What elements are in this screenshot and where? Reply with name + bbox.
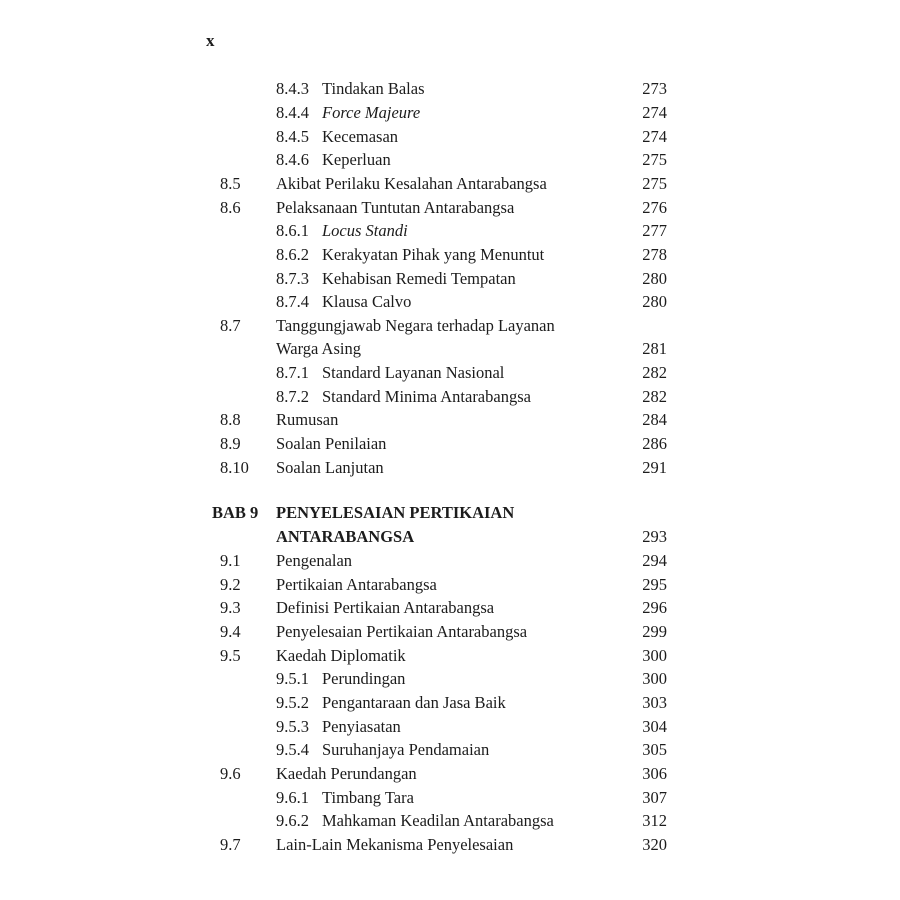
- toc-entry: [0, 715, 900, 739]
- page-number: 276: [642, 198, 667, 217]
- page-number: 278: [642, 245, 667, 264]
- section-title: [276, 596, 494, 620]
- subsection-number: 8.4.4: [276, 103, 309, 122]
- section-title-text: Timbang Tara: [322, 788, 414, 807]
- section-title-text: Kecemasan: [322, 127, 399, 146]
- section-title-text: Locus Standi: [322, 221, 408, 240]
- toc-entry: [0, 644, 900, 668]
- section-number: 9.1: [220, 551, 241, 570]
- section-number: BAB 9: [212, 503, 259, 522]
- section-title-text: Pengenalan: [276, 551, 353, 570]
- section-title-text: Soalan Penilaian: [276, 434, 387, 453]
- section-title-text: Lain-Lain Mekanisma Penyelesaian: [276, 835, 514, 854]
- section-title-text: Tanggungjawab Negara terhadap Layanan: [276, 316, 555, 335]
- subsection-number: 9.5.1: [276, 669, 309, 688]
- section-title: [276, 549, 352, 573]
- section-title: [276, 125, 398, 149]
- section-title-text: Standard Minima Antarabangsa: [322, 387, 531, 406]
- toc-entry: [0, 456, 900, 480]
- page-number: 304: [642, 717, 667, 736]
- section-title-text: Kerakyatan Pihak yang Menuntut: [322, 245, 545, 264]
- section-title: [276, 148, 391, 172]
- subsection-number: 8.6.2: [276, 245, 309, 264]
- section-title-text: Penyelesaian Pertikaian Antarabangsa: [276, 622, 528, 641]
- toc-entry: [0, 314, 900, 338]
- section-title: [276, 290, 411, 314]
- section-title-text: Soalan Lanjutan: [276, 458, 384, 477]
- section-number: 8.10: [220, 458, 249, 477]
- toc-entry: [0, 361, 900, 385]
- page-number: 274: [642, 127, 667, 146]
- toc-entry: [0, 101, 900, 125]
- section-title: [276, 101, 420, 125]
- section-number: 9.2: [220, 575, 241, 594]
- subsection-number: 8.7.3: [276, 269, 309, 288]
- toc-entry: [0, 549, 900, 573]
- section-title-text: Rumusan: [276, 410, 339, 429]
- section-title: [276, 762, 417, 786]
- toc-entry: [0, 738, 900, 762]
- section-title: [276, 620, 527, 644]
- page-number: 282: [642, 363, 667, 382]
- subsection-number: 8.4.3: [276, 79, 309, 98]
- section-number: 9.7: [220, 835, 241, 854]
- section-title-text: Akibat Perilaku Kesalahan Antarabangsa: [276, 174, 547, 193]
- page-numeral: x: [206, 31, 215, 50]
- section-number: 9.6: [220, 764, 241, 783]
- page-number: 305: [642, 740, 667, 759]
- toc-entry: [0, 596, 900, 620]
- toc-entry: [0, 408, 900, 432]
- section-title: [276, 314, 555, 338]
- section-title: [276, 408, 338, 432]
- toc-entry: [0, 525, 900, 549]
- section-title: [276, 644, 406, 668]
- subsection-number: 8.4.5: [276, 127, 309, 146]
- section-title: [276, 833, 513, 857]
- toc-entry: [0, 172, 900, 196]
- section-title: [276, 691, 506, 715]
- section-title-text: Pengantaraan dan Jasa Baik: [322, 693, 506, 712]
- section-title: [276, 786, 414, 810]
- section-number: 9.3: [220, 598, 241, 617]
- page-number: 293: [642, 527, 667, 546]
- section-title-text: Tindakan Balas: [322, 79, 425, 98]
- toc-entry: [0, 691, 900, 715]
- page-number: 300: [642, 646, 667, 665]
- page-number: 273: [642, 79, 667, 98]
- section-title: [276, 337, 361, 361]
- subsection-number: 9.5.2: [276, 693, 309, 712]
- toc-entry: [0, 786, 900, 810]
- section-number: 8.5: [220, 174, 241, 193]
- section-number: 8.8: [220, 410, 241, 429]
- page-number: 282: [642, 387, 667, 406]
- section-title-text: Standard Layanan Nasional: [322, 363, 505, 382]
- section-title: [276, 715, 401, 739]
- page-number: 303: [642, 693, 667, 712]
- page-number: 275: [642, 150, 667, 169]
- section-title-text: Mahkaman Keadilan Antarabangsa: [322, 811, 554, 830]
- page-number: 280: [642, 269, 667, 288]
- section-title-text: PENYELESAIAN PERTIKAIAN: [276, 503, 515, 522]
- page-number: 280: [642, 292, 667, 311]
- toc-entry: [0, 762, 900, 786]
- toc-entry: [0, 337, 900, 361]
- section-title: [276, 573, 437, 597]
- subsection-number: 8.7.1: [276, 363, 309, 382]
- section-title: [276, 361, 504, 385]
- page-number: 300: [642, 669, 667, 688]
- section-title-text: Force Majeure: [322, 103, 421, 122]
- page-number: 306: [642, 764, 667, 783]
- section-title: [276, 738, 489, 762]
- section-number: 8.7: [220, 316, 241, 335]
- page-number: 286: [642, 434, 667, 453]
- subsection-number: 8.6.1: [276, 221, 309, 240]
- page-number: 307: [642, 788, 667, 807]
- section-title-text: Perundingan: [322, 669, 406, 688]
- toc-entry: [0, 385, 900, 409]
- toc-entry: [0, 77, 900, 101]
- section-number: 9.4: [220, 622, 241, 641]
- page-number: 299: [642, 622, 667, 641]
- toc-entry: [0, 290, 900, 314]
- page-number: 296: [642, 598, 667, 617]
- section-title: [276, 385, 531, 409]
- page-number: 275: [642, 174, 667, 193]
- subsection-number: 8.4.6: [276, 150, 309, 169]
- section-title-text: Suruhanjaya Pendamaian: [322, 740, 490, 759]
- toc-entry: [0, 432, 900, 456]
- section-title: [276, 809, 554, 833]
- toc-entry: [0, 125, 900, 149]
- toc-entry: [0, 148, 900, 172]
- section-number: 8.6: [220, 198, 241, 217]
- section-title: [276, 456, 384, 480]
- section-title: [276, 667, 405, 691]
- subsection-number: 9.6.2: [276, 811, 309, 830]
- subsection-number: 9.6.1: [276, 788, 309, 807]
- toc-entry: [0, 573, 900, 597]
- section-title: [276, 219, 408, 243]
- section-title-text: Klausa Calvo: [322, 292, 412, 311]
- section-title: [276, 501, 514, 525]
- section-title-text: ANTARABANGSA: [276, 527, 415, 546]
- section-title: [276, 267, 516, 291]
- section-title-text: Definisi Pertikaian Antarabangsa: [276, 598, 495, 617]
- page-number: 291: [642, 458, 667, 477]
- section-title-text: Warga Asing: [276, 339, 361, 358]
- toc-entry: [0, 667, 900, 691]
- toc-entry: [0, 219, 900, 243]
- page-number: 295: [642, 575, 667, 594]
- section-number: 9.5: [220, 646, 241, 665]
- subsection-number: 8.7.2: [276, 387, 309, 406]
- toc-entry: [0, 501, 900, 525]
- toc-entry: [0, 196, 900, 220]
- section-title: [276, 77, 425, 101]
- section-title: [276, 172, 547, 196]
- section-number: 8.9: [220, 434, 241, 453]
- section-title: [276, 196, 514, 220]
- section-title-text: Kaedah Perundangan: [276, 764, 417, 783]
- toc-entry: [0, 833, 900, 857]
- page-number: 274: [642, 103, 667, 122]
- page-number: 312: [642, 811, 667, 830]
- toc-entry: [0, 809, 900, 833]
- subsection-number: 9.5.3: [276, 717, 309, 736]
- toc-entry: [0, 620, 900, 644]
- page-number: 281: [642, 339, 667, 358]
- section-title: [276, 525, 414, 549]
- section-title-text: Pelaksanaan Tuntutan Antarabangsa: [276, 198, 515, 217]
- section-title-text: Kaedah Diplomatik: [276, 646, 406, 665]
- section-title: [276, 243, 544, 267]
- toc-entry: [0, 267, 900, 291]
- section-title-text: Keperluan: [322, 150, 391, 169]
- section-title-text: Penyiasatan: [322, 717, 401, 736]
- section-title-text: Pertikaian Antarabangsa: [276, 575, 437, 594]
- subsection-number: 8.7.4: [276, 292, 309, 311]
- section-title-text: Kehabisan Remedi Tempatan: [322, 269, 516, 288]
- page-number: 320: [642, 835, 667, 854]
- subsection-number: 9.5.4: [276, 740, 309, 759]
- page-number: 277: [642, 221, 667, 240]
- toc-entry: [0, 243, 900, 267]
- page-number: 294: [642, 551, 667, 570]
- section-title: [276, 432, 386, 456]
- page-number: 284: [642, 410, 667, 429]
